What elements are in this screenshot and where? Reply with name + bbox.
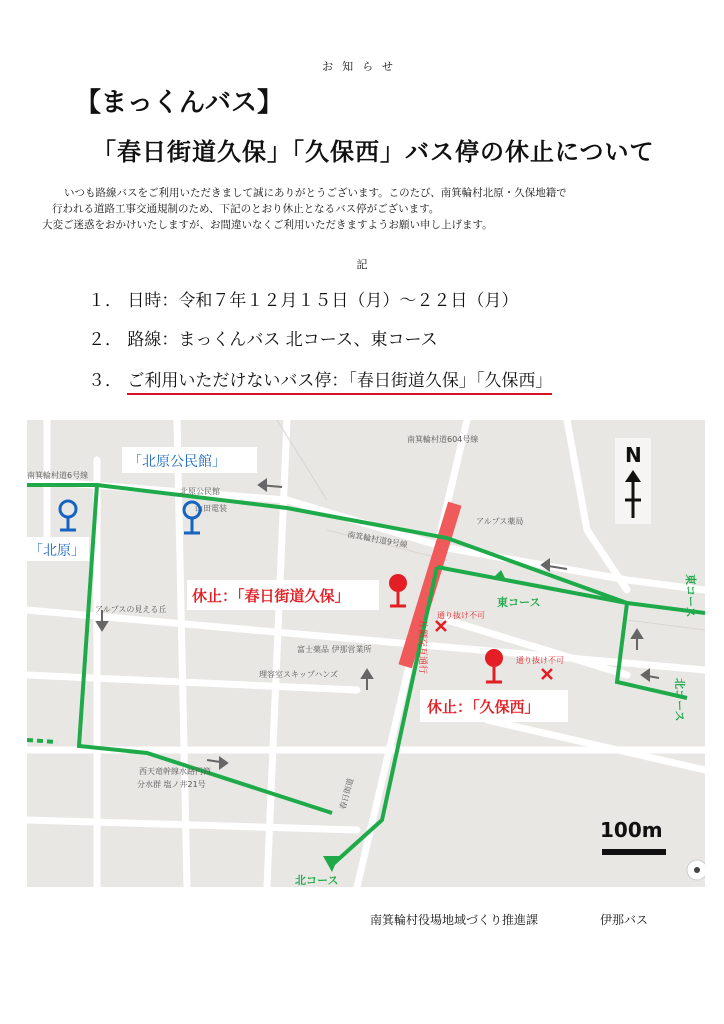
intro-line-3: 大変ご迷惑をおかけいたしますが、お間違いなくご利用いただきますようお願い申し上げます。: [42, 219, 493, 231]
item-text: 日時：令和７年１２月１５日（月）～２２日（月）: [127, 291, 519, 311]
place-road-mid: 南箕輪村道9号線: [346, 530, 409, 550]
label-no-through-1: 通り抜け不可: [437, 611, 485, 620]
item-stops: [88, 366, 552, 391]
item-number: １．: [88, 291, 122, 311]
place-road-left: 南箕輪村道6号線: [27, 471, 89, 480]
label-one-way: 片側交互通行: [417, 620, 427, 675]
route-arrow-icon: [493, 570, 505, 578]
item-number: ３．: [88, 371, 122, 391]
route-arrow-icon: [323, 856, 339, 872]
page-title: 「春日街道久保」「久保西」バス停の休止について: [92, 138, 655, 166]
place-road-top: 南箕輪村道604号線: [407, 435, 479, 444]
place-alps-hill: アルプスの見える丘: [95, 605, 167, 614]
label-no-through-2: 通り抜け不可: [516, 656, 564, 665]
place-kominkan: 北原公民館: [180, 487, 220, 496]
place-nishitenryu-2: 分水群 塩ノ井21号: [137, 780, 206, 789]
item-text: 路線：まっくんバス 北コース、東コース: [127, 330, 438, 350]
notice-label: お知らせ: [322, 60, 402, 73]
label-stop-kuboni: 休止：「久保西」: [427, 698, 540, 716]
intro-paragraph: [42, 185, 702, 233]
label-higashi-course-edge: 東コース: [684, 574, 697, 618]
footer-bus: 伊那バス: [600, 913, 649, 927]
footer-office: 南箕輪村役場地域づくり推進課: [370, 913, 539, 927]
intro-line-2: 行われる道路工事交通規制のため、下記のとおり休止となるバス停がございます。: [52, 203, 440, 215]
place-yamada: 山田電装: [195, 504, 227, 513]
map-svg: [27, 420, 705, 887]
bus-stop-icon: [60, 501, 76, 530]
place-nishitenryu-1: 西天竜幹線水路円筒: [139, 767, 211, 776]
item-route: [88, 325, 438, 350]
route-map: [27, 420, 705, 887]
stop-closed-icon: [389, 574, 407, 606]
bus-stop-icon: [184, 502, 200, 533]
item-date: [88, 286, 518, 311]
item-text: ご利用いただけないバス停：「春日街道久保」「久保西」: [127, 371, 552, 395]
scale-label: 100m: [600, 818, 663, 842]
item-number: ２．: [88, 330, 122, 350]
place-kasuga-road: 春日街道: [338, 777, 356, 811]
label-kita-course-edge: 北コース: [673, 678, 686, 722]
label-kitahara: 「北原」: [29, 543, 85, 559]
intro-line-1: いつも路線バスをご利用いただきまして誠にありがとうございます。このたび、南箕輪村北原・久保地籍で: [64, 187, 567, 199]
stop-closed-icon: [485, 649, 503, 682]
brand-title: 【まっくんバス】: [75, 88, 284, 118]
scale-bar: [602, 849, 666, 855]
label-higashi-course: 東コース: [497, 596, 541, 609]
compass-icon: [615, 438, 651, 524]
label-stop-kasuga: 休止：「春日街道久保」: [192, 587, 350, 605]
ki-label: 記: [356, 258, 368, 271]
compass-letter: N: [625, 443, 642, 467]
place-alps-pharmacy: アルプス薬局: [476, 517, 524, 526]
place-fuji: 富士薬品 伊那営業所: [297, 645, 372, 654]
locate-icon: [694, 867, 700, 873]
label-kita-course: 北コース: [295, 874, 339, 887]
label-kitahara-kominkan: 「北原公民館」: [128, 454, 226, 470]
place-barber: 理容室スキップハンズ: [259, 670, 338, 679]
locate-button[interactable]: [687, 860, 705, 880]
